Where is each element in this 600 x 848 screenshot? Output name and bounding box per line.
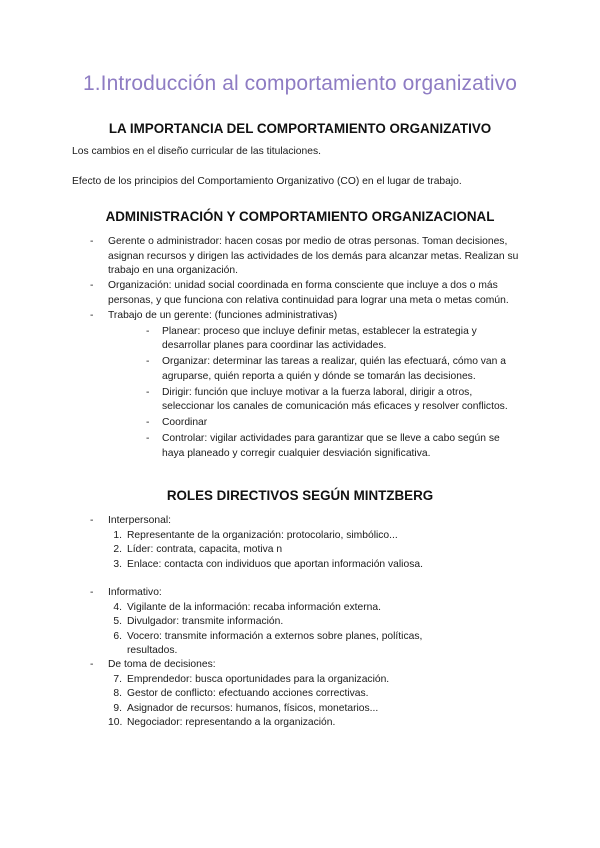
section-heading-administracion: ADMINISTRACIÓN Y COMPORTAMIENTO ORGANIZACIONAL bbox=[105, 209, 495, 224]
manager-functions-list bbox=[146, 325, 514, 462]
roles-group-informativo bbox=[90, 586, 530, 659]
paragraph-cambios: Los cambios en el diseño curricular de las titulaciones. bbox=[72, 146, 321, 157]
list-item: 7. Emprendedor: busca oportunidades para la organización. bbox=[113, 673, 390, 685]
roles-group-decisiones bbox=[90, 658, 530, 731]
list-item: - Controlar: vigilar actividades para garantizar que se lleve a cabo según se haya planeado y corregir cualquier desviación significativa. bbox=[146, 433, 500, 459]
group-label: - Interpersonal: bbox=[90, 515, 171, 526]
list-item: 4. Vigilante de la información: recaba información externa. bbox=[113, 601, 381, 613]
list-item: 9. Asignador de recursos: humanos, físicos, monetarios... bbox=[113, 702, 379, 714]
section-heading-roles: ROLES DIRECTIVOS SEGÚN MINTZBERG bbox=[166, 488, 434, 503]
list-item: 2. Líder: contrata, capacita, motiva n bbox=[113, 544, 283, 556]
group-label: - De toma de decisiones: bbox=[90, 659, 216, 670]
list-item: - Trabajo de un gerente: (funciones administrativas) - Planear: proceso que incluye definir metas, establecer la estrategia y desarrollar planes para coordinar las actividades. - Organizar: determinar las tareas a realizar, quién las efectuará, cómo van a agruparse, quién reporta a quién y dónde se tomarán las decisiones. - Dirigir: función que incluye motivar a la fuerza laboral, dirigir a otros, seleccionar los canales de comunicación más eficaces y resolver conflictos. - Coordinar - Controlar: vigilar actividades para garantizar que se lleve a cabo según se haya planeado y corregir cualquier desviación significativa. bbox=[90, 309, 530, 462]
list-item: 6. Vocero: transmite información a externos sobre planes, políticas, resultados. bbox=[113, 630, 423, 657]
list-item: - Organización: unidad social coordinada en forma consciente que incluye a dos o más personas, y que funciona con relativa continuidad para lograr una meta o metas común. bbox=[90, 280, 509, 306]
section-heading-importancia: LA IMPORTANCIA DEL COMPORTAMIENTO ORGANIZATIVO bbox=[108, 121, 492, 136]
list-item: 5. Divulgador: transmite información. bbox=[113, 616, 284, 628]
group-label: - Informativo: bbox=[90, 587, 162, 598]
list-item: - Planear: proceso que incluye definir metas, establecer la estrategia y desarrollar planes para coordinar las actividades. bbox=[146, 325, 477, 352]
list-item: - Coordinar bbox=[146, 417, 208, 429]
list-item: - Gerente o administrador: hacen cosas por medio de otras personas. Toman decisiones, asignan recursos y dirigen las actividades de los demás para alcanzar metas. Realizan su trabajo en una organización. bbox=[90, 236, 519, 277]
roles-list bbox=[108, 601, 468, 659]
list-item: - Dirigir: función que incluye motivar a la fuerza laboral, dirigir a otros, seleccionar los canales de comunicación más eficaces y resolver conflictos. bbox=[146, 386, 508, 413]
admin-list bbox=[90, 235, 530, 463]
page-title: 1.Introducción al comportamiento organizativo bbox=[82, 72, 518, 95]
list-item: 3. Enlace: contacta con individuos que aportan información valiosa. bbox=[113, 558, 423, 570]
roles-list bbox=[108, 529, 468, 573]
list-item: 10. Negociador: representando a la organización. bbox=[108, 717, 336, 729]
list-item: 8. Gestor de conflicto: efectuando acciones correctivas. bbox=[113, 688, 369, 700]
list-item: - Organizar: determinar las tareas a realizar, quién las efectuará, cómo van a agruparse, quién reporta a quién y dónde se tomarán las decisiones. bbox=[146, 356, 506, 382]
roles-list bbox=[108, 673, 468, 731]
list-item: 1. Representante de la organización: protocolario, simbólico... bbox=[113, 529, 398, 541]
paragraph-efecto: Efecto de los principios del Comportamiento Organizativo (CO) en el lugar de trabajo. bbox=[72, 176, 462, 187]
roles-group-interpersonal bbox=[90, 514, 530, 572]
